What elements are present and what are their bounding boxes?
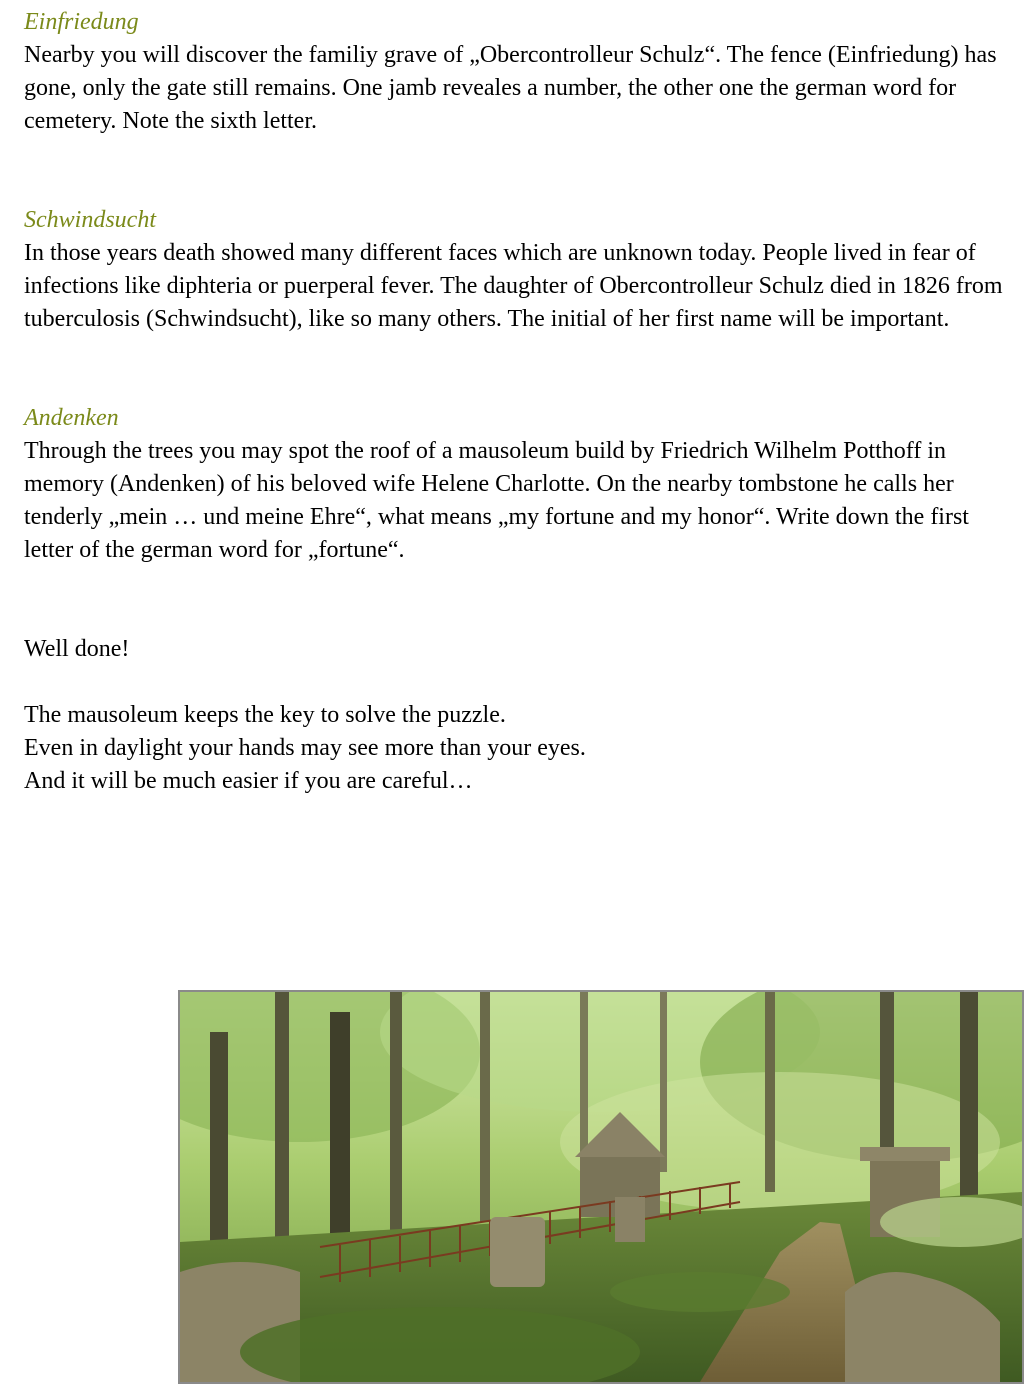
well-done-text: Well done! [24,636,130,662]
section-text: Nearby you will discover the familiy grave of „Obercontrolleur Schulz“. The fence (Einfriedung) has gone, only the gate still remains. One jamb reveales a number, the other one the german word for cemetery. Note the sixth letter. [24,42,997,134]
closing-line: Even in daylight your hands may see more than your eyes. [24,735,586,761]
section-einfriedung [24,6,1004,138]
section-heading: Einfriedung [24,9,139,35]
section-text: Through the trees you may spot the roof of a mausoleum build by Friedrich Wilhelm Potthoff in memory (Andenken) of his beloved wife Helene Charlotte. On the nearby tombstone he calls her tenderly „mein … und meine Ehre“, what means „my fortune and my honor“. Write down the first letter of the german word for „fortune“. [24,438,969,563]
section-andenken [24,402,1004,567]
section-text: In those years death showed many different faces which are unknown today. People lived in fear of infections like diphteria or puerperal fever. The daughter of Obercontrolleur Schulz died in 1826 from tuberculosis (Schwindsucht), like so many others. The initial of her first name will be important. [24,240,1003,332]
closing-block [24,633,1004,798]
section-schwindsucht [24,204,1004,336]
closing-line: And it will be much easier if you are careful… [24,768,473,794]
section-heading: Andenken [24,405,119,431]
closing-line: The mausoleum keeps the key to solve the puzzle. [24,702,506,728]
forest-cemetery-photo [178,990,1024,1384]
section-heading: Schwindsucht [24,207,156,233]
document-body [24,6,1004,798]
photo-illustration [180,992,1022,1382]
